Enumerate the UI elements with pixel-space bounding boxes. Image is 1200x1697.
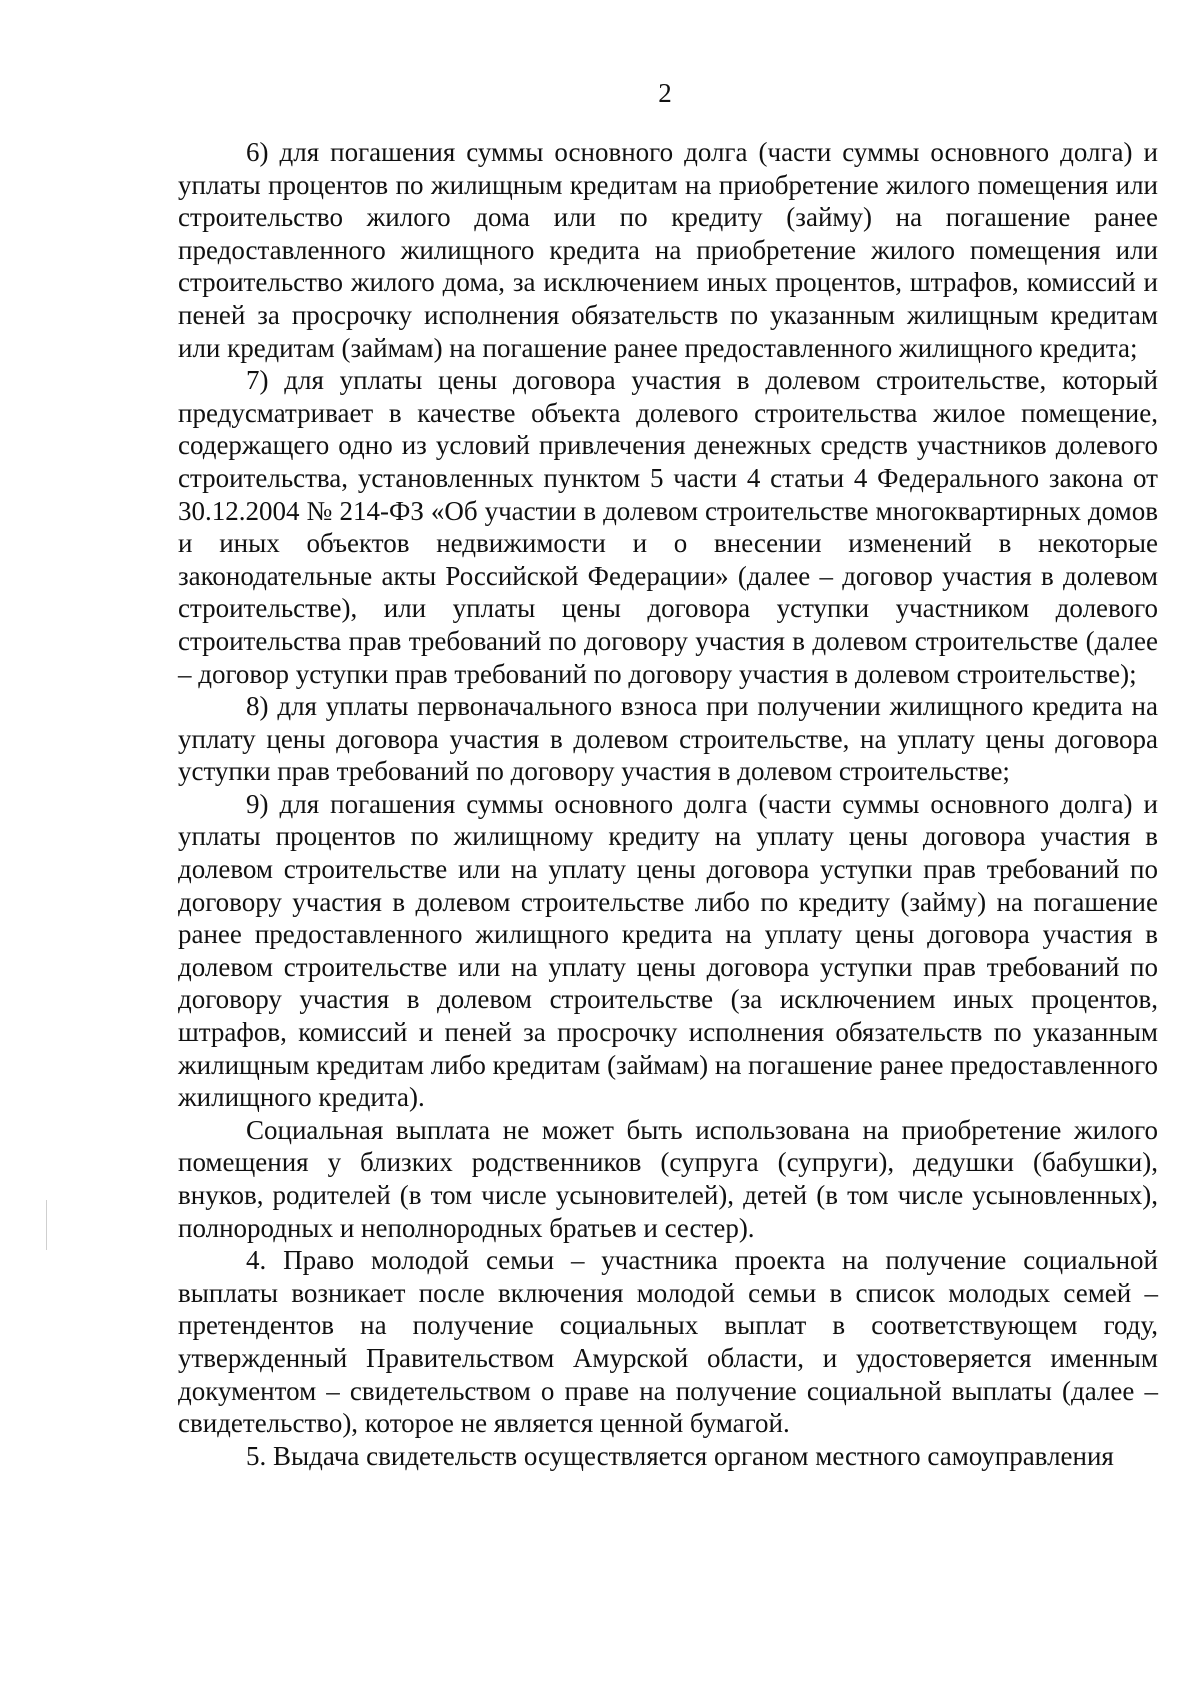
paragraph-item-9: 9) для погашения суммы основного долга (части суммы основного долга) и уплаты процентов по жилищному кредиту на уплату цены договора участия в долевом строительстве или на уплату цены договора уступки прав требований по договору участия в долевом строительстве либо по кредиту (займу) на погашение ранее предоставленного жилищного кредита на уплату цены договора участия в долевом строительстве или на уплату цены договора уступки прав требований по договору участия в долевом строительстве (за исключением иных процентов, штрафов, комиссий и пеней за просрочку исполнения обязательств по указанным жилищным кредитам либо кредитам (займам) на погашение ранее предоставленного жилищного кредита). (178, 788, 1158, 1113)
scan-artifact-line (46, 1200, 47, 1250)
paragraph-item-7: 7) для уплаты цены договора участия в долевом строительстве, который предусматривает в качестве объекта долевого строительства жилое помещение, содержащего одно из условий привлечения денежных средств участников долевого строительства, установленных пунктом 5 части 4 статьи 4 Федерального закона от 30.12.2004 № 214-ФЗ «Об участии в долевом строительстве многоквартирных домов и иных объектов недвижимости и о внесении изменений в некоторые законодательные акты Российской Федерации» (далее – договор участия в долевом строительстве), или уплаты цены договора уступки участником долевого строительства прав требований по договору участия в долевом строительстве (далее – договор уступки прав требований по договору участия в долевом строительстве); (178, 365, 1158, 689)
paragraph-section-4: 4. Право молодой семьи – участника проекта на получение социальной выплаты возникает после включения молодой семьи в список молодых семей – претендентов на получение социальных выплат в соответствующем году, утвержденный Правительством Амурской области, и удостоверяется именным документом – свидетельством о праве на получение социальной выплаты (далее – свидетельство), которое не является ценной бумагой. (178, 1245, 1158, 1439)
document-body (178, 136, 1158, 1472)
paragraph-item-6: 6) для погашения суммы основного долга (части суммы основного долга) и уплаты процентов по жилищным кредитам на приобретение жилого помещения или строительство жилого дома или по кредиту (займу) на погашение ранее предоставленного жилищного кредита на приобретение жилого помещения или строительство жилого дома, за исключением иных процентов, штрафов, комиссий и пеней за просрочку исполнения обязательств по указанным жилищным кредитам или кредитам (займам) на погашение ранее предоставленного жилищного кредита; (178, 137, 1158, 363)
paragraph-section-5: 5. Выдача свидетельств осуществляется органом местного самоуправления (246, 1440, 1114, 1471)
page-number: 2 (658, 78, 672, 108)
paragraph-item-8: 8) для уплаты первоначального взноса при получении жилищного кредита на уплату цены договора участия в долевом строительстве, на уплату цены договора уступки прав требований по договору участия в долевом строительстве; (178, 691, 1158, 787)
paragraph-social-payment-restriction: Социальная выплата не может быть использована на приобретение жилого помещения у близких родственников (супруга (супруги), дедушки (бабушки), внуков, родителей (в том числе усыновителей), детей (в том числе усыновленных), полнородных и неполнородных братьев и сестер). (178, 1114, 1158, 1243)
